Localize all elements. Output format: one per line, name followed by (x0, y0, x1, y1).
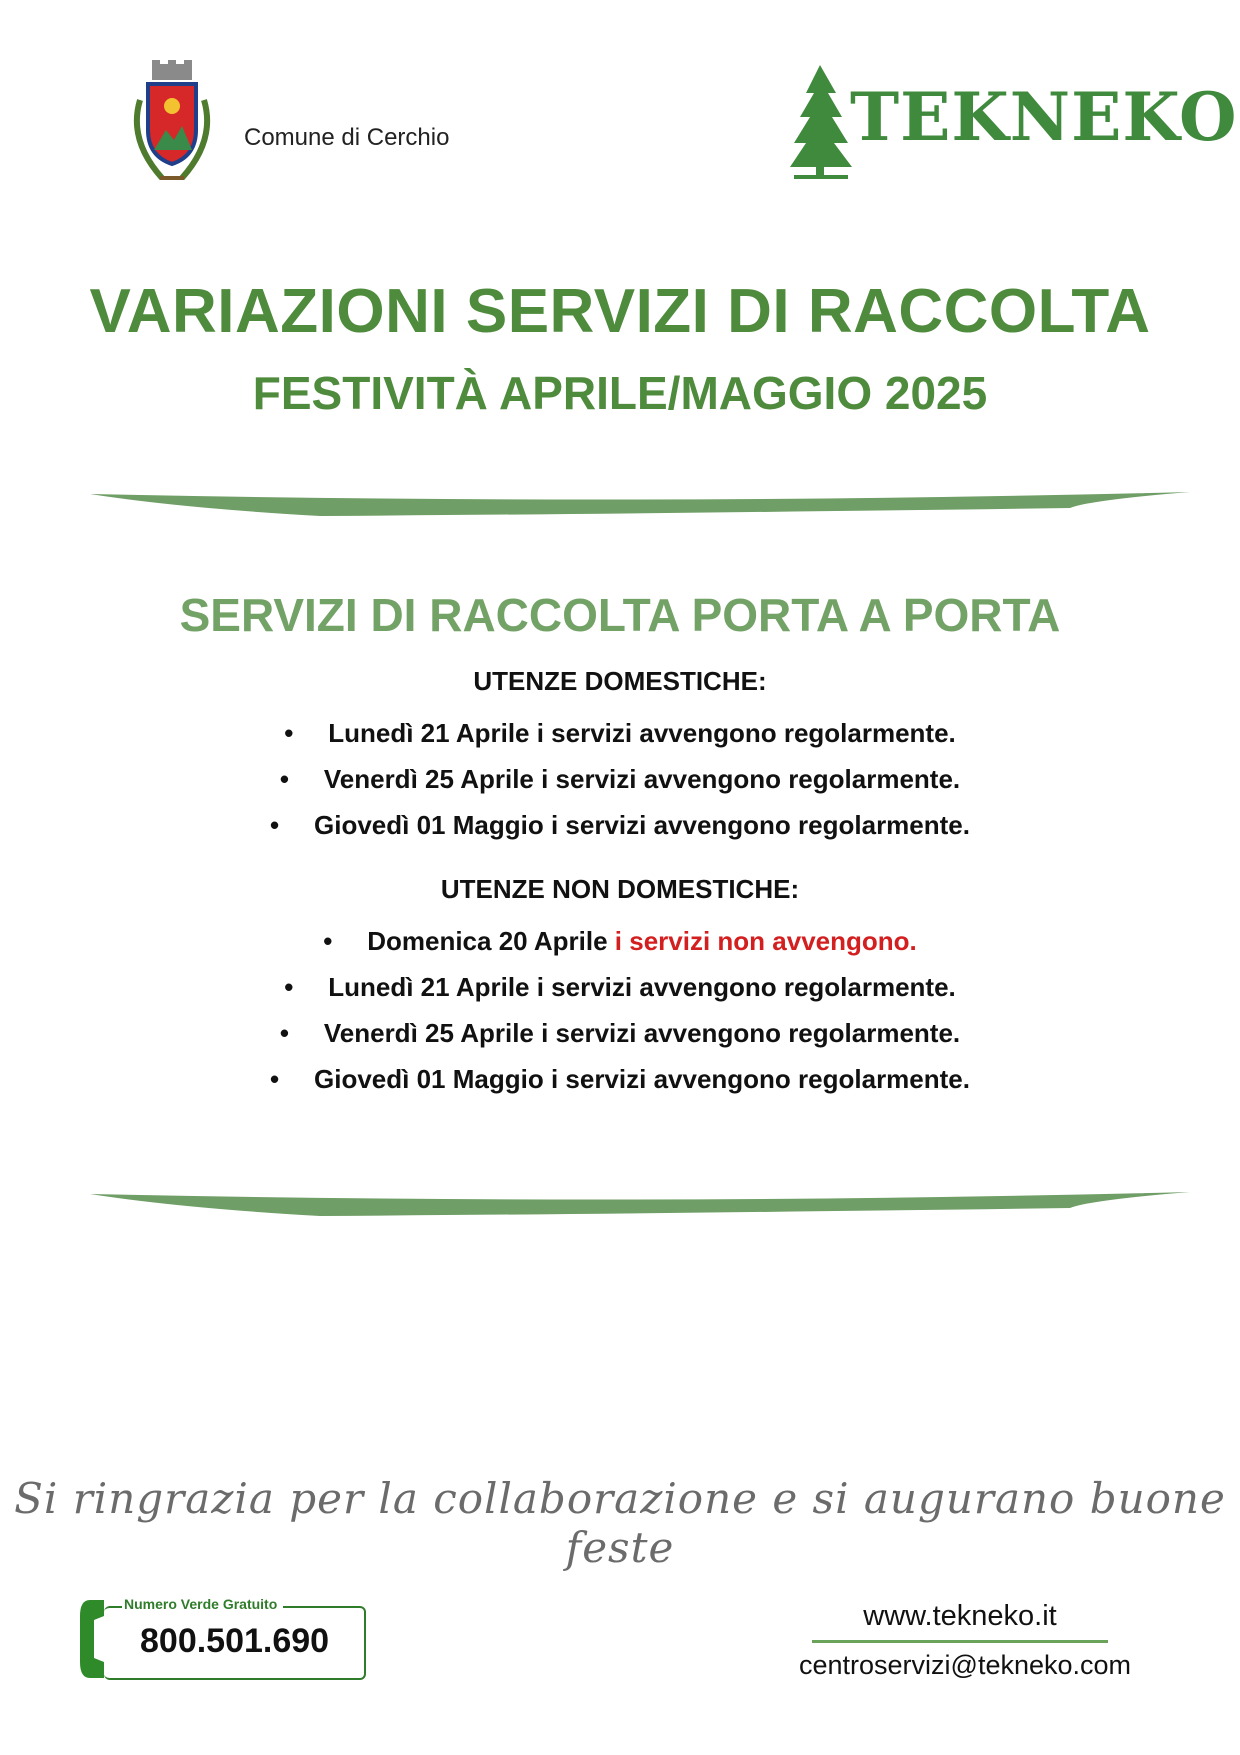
decorative-swoosh-bottom (90, 1178, 1190, 1238)
website-link[interactable]: www.tekneko.it (863, 1600, 1057, 1632)
domestic-list (0, 710, 1240, 848)
phone-label: Numero Verde Gratuito (122, 1596, 283, 1612)
thanks-message: Si ringrazia per la collaborazione e si augurano buone feste (14, 1474, 1226, 1572)
list-item: • Domenica 20 Aprile i servizi non avvengono. (323, 926, 917, 956)
email-link[interactable]: centroservizi@tekneko.com (798, 1650, 1132, 1680)
service-suspended-text: i servizi non avvengono. (614, 926, 917, 956)
decorative-swoosh-top (90, 478, 1190, 538)
list-item: • Lunedì 21 Aprile i servizi avvengono regolarmente. (284, 972, 956, 1002)
tekneko-logo-text: TEKNEKO (850, 78, 1238, 156)
main-title: VARIAZIONI SERVIZI DI RACCOLTA (89, 277, 1151, 346)
municipality-name: Comune di Cerchio (244, 124, 450, 151)
domestic-label: UTENZE DOMESTICHE: (473, 666, 767, 696)
section-title: SERVIZI DI RACCOLTA PORTA A PORTA (179, 589, 1061, 641)
list-item: • Giovedì 01 Maggio i servizi avvengono regolarmente. (270, 1064, 970, 1094)
phone-number[interactable]: 800.501.690 (140, 1622, 330, 1660)
main-subtitle: FESTIVITÀ APRILE/MAGGIO 2025 (252, 367, 988, 419)
non-domestic-list (0, 918, 1240, 1102)
list-item: • Giovedì 01 Maggio i servizi avvengono regolarmente. (270, 810, 970, 840)
list-item: • Venerdì 25 Aprile i servizi avvengono regolarmente. (279, 1018, 961, 1048)
non-domestic-label: UTENZE NON DOMESTICHE: (440, 874, 800, 904)
municipal-crest-icon (122, 60, 222, 190)
list-item: • Venerdì 25 Aprile i servizi avvengono regolarmente. (279, 764, 961, 794)
website-underline (812, 1640, 1108, 1643)
list-item: • Lunedì 21 Aprile i servizi avvengono regolarmente. (284, 718, 956, 748)
